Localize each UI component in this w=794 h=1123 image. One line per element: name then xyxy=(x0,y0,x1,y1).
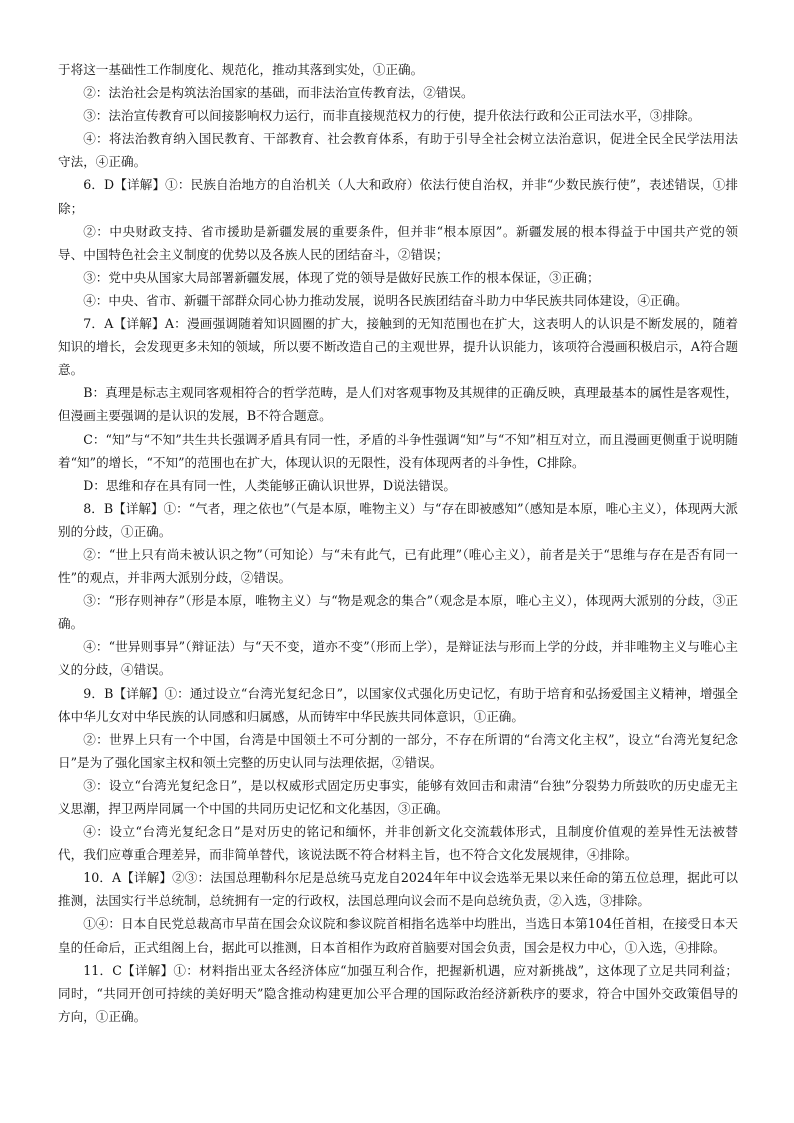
paragraph-4: ④：将法治教育纳入国民教育、干部教育、社会教育体系，有助于引导全社会树立法治意识，促进全民全民学法用法守法，④正确。 xyxy=(58,131,738,170)
paragraph-3: ③：法治宣传教育可以间接影响权力运行，而非直接规范权力的行使，提升依法行政和公正司法水平，③排除。 xyxy=(83,108,701,124)
paragraph-7: ③：党中央从国家大局部署新疆发展，体现了党的领导是做好民族工作的根本保证，③正确； xyxy=(83,269,600,285)
paragraph-12: D：思维和存在具有同一性，人类能够正确认识世界，D说法错误。 xyxy=(83,477,457,493)
paragraph-14: ②：“世上只有尚未被认识之物”（可知论）与“未有此气，已有此理”（唯心主义），前者是关于“思维与存在是否有同一性”的观点，并非两大派别分歧，②错误。 xyxy=(58,546,738,586)
paragraph-2: ②：法治社会是构筑法治国家的基础，而非法治宣传教育法，②错误。 xyxy=(83,85,474,101)
question-6-answer: 6．D【详解】①：民族自治地方的自治机关（人大和政府）依法行使自治权，并非“少数民族行使”，表述错误，①排除； xyxy=(58,177,738,216)
question-8-answer: 8．B【详解】①：“气者，理之依也”（气是本原，唯物主义）与“存在即被感知”（感知是本原，唯心主义），体现两大派别的分歧，①正确。 xyxy=(58,500,738,539)
paragraph-6: ②：中央财政支持、省市援助是新疆发展的重要条件，但并非“根本原因”。新疆发展的根本得益于中国共产党的领导、中国特色社会主义制度的优势以及各族人民的团结奋斗，②错误； xyxy=(58,223,738,262)
question-9-answer: 9．B【详解】①：通过设立“台湾光复纪念日”，以国家仪式强化历史记忆，有助于培育和弘扬爱国主义精神，增强全体中华儿女对中华民族的认同感和归属感，从而铸牢中华民族共同体意识，①正确。 xyxy=(58,685,738,724)
question-11-answer: 11．C【详解】①：材料指出亚太各经济体应“加强互利合作，把握新机遇，应对新挑战”，这体现了立足共同利益；同时，“共同开创可持续的美好明天”隐含推动构建更加公平合理的国际政治经济新秩序的要求，符合中国外交政策倡导的方向，①正确。 xyxy=(58,962,738,1024)
paragraph-1: 于将这一基础性工作制度化、规范化，推动其落到实处，①正确。 xyxy=(58,62,424,77)
paragraph-10: B：真理是标志主观同客观相符合的哲学范畴，是人们对客观事物及其规律的正确反映，真理最基本的属性是客观性，但漫画主要强调的是认识的发展，B不符合题意。 xyxy=(58,385,738,424)
paragraph-8: ④：中央、省市、新疆干部群众同心协力推动发展，说明各民族团结奋斗助力中华民族共同体建设，④正确。 xyxy=(83,292,688,308)
question-10-answer: 10．A【详解】②③：法国总理勒科尔尼是总统马克龙自2024年年中议会选举无果以来任命的第五位总理，据此可以推测，法国实行半总统制，总统拥有一定的行政权，法国总理向议会而不是向总统负责，②入选，③排除。 xyxy=(58,870,738,909)
paragraph-19: ③：设立“台湾光复纪念日”，是以权威形式固定历史事实，能够有效回击和肃清“台独”分裂势力所鼓吹的历史虚无主义思潮，捍卫两岸同属一个中国的共同历史记忆和文化基因，③正确。 xyxy=(58,777,738,816)
paragraph-20: ④：设立“台湾光复纪念日”是对历史的铭记和缅怀，并非创新文化交流载体形式，且制度价值观的差异性无法被替代，我们应尊重合理差异，而非简单替代，该说法既不符合材料主旨，也不符合文化发展规律，④排除。 xyxy=(58,824,738,863)
paragraph-15: ③：“形存则神存”（形是本原，唯物主义）与“物是观念的集合”（观念是本原，唯心主义），体现两大派别的分歧，③正确。 xyxy=(58,593,738,632)
paragraph-16: ④：“世异则事异”（辩证法）与“天不变，道亦不变”（形而上学），是辩证法与形而上学的分歧，并非唯物主义与唯心主义的分歧，④错误。 xyxy=(58,639,738,678)
question-7-answer: 7．A【详解】A：漫画强调随着知识圆圈的扩大，接触到的无知范围也在扩大，这表明人的认识是不断发展的，随着知识的增长，会发现更多未知的领域，所以要不断改造自己的主观世界，提升认识能力，该项符合漫画积极启示，A符合题意。 xyxy=(58,316,738,378)
paragraph-11: C：“知”与“不知”共生共长强调矛盾具有同一性，矛盾的斗争性强调“知”与“不知”相互对立，而且漫画更侧重于说明随着“知”的增长，“不知”的范围也在扩大，体现认识的无限性，没有体现两者的斗争性，C排除。 xyxy=(58,431,738,470)
paragraph-18: ②：世界上只有一个中国，台湾是中国领土不可分割的一部分，不存在所谓的“台湾文化主权”，设立“台湾光复纪念日”是为了强化国家主权和领土完整的历史认同与法理依据，②错误。 xyxy=(58,731,738,770)
answer-explanation-page xyxy=(58,58,738,1028)
paragraph-22: ①④：日本自民党总裁高市早苗在国会众议院和参议院首相指名选举中均胜出，当选日本第104任首相，在接受日本天皇的任命后，正式组阁上台，据此可以推测，日本首相作为政府首脑要对国会负责，国会是权力中心，①入选，④排除。 xyxy=(58,916,738,955)
